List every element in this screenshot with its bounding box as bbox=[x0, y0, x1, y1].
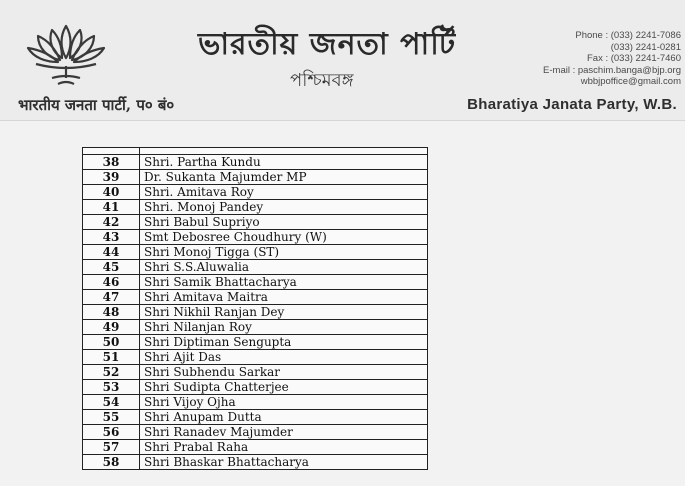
member-name: Shri Samik Bhattacharya bbox=[140, 275, 428, 290]
member-name: Shri Sudipta Chatterjee bbox=[140, 380, 428, 395]
member-name: Shri Monoj Tigga (ST) bbox=[140, 245, 428, 260]
member-list-table bbox=[82, 147, 428, 470]
fax-line: Fax : (033) 2241-7460 bbox=[586, 53, 681, 64]
table-row bbox=[83, 455, 428, 470]
phone-line-1: Phone : (033) 2241-7086 bbox=[575, 30, 681, 41]
table-row bbox=[83, 260, 428, 275]
member-name: Shri Diptiman Sengupta bbox=[140, 335, 428, 350]
party-name-hindi: भारतीय जनता पार्टी, प० बं० bbox=[18, 96, 175, 114]
member-name: Shri. Amitava Roy bbox=[140, 185, 428, 200]
member-number: 44 bbox=[83, 245, 140, 260]
table-row bbox=[83, 365, 428, 380]
member-name: Shri Amitava Maitra bbox=[140, 290, 428, 305]
member-name: Shri Prabal Raha bbox=[140, 440, 428, 455]
phone-line-2: (033) 2241-0281 bbox=[610, 41, 681, 53]
member-number: 50 bbox=[83, 335, 140, 350]
state-name-bengali: পশ্চিমবঙ্গ bbox=[290, 70, 354, 91]
member-number: 58 bbox=[83, 455, 140, 470]
member-name: Dr. Sukanta Majumder MP bbox=[140, 170, 428, 185]
member-name: Shri Anupam Dutta bbox=[140, 410, 428, 425]
member-number: 49 bbox=[83, 320, 140, 335]
table-row bbox=[83, 395, 428, 410]
member-name: Shri Nikhil Ranjan Dey bbox=[140, 305, 428, 320]
member-name: Shri. Monoj Pandey bbox=[140, 200, 428, 215]
table-row bbox=[83, 320, 428, 335]
member-number: 53 bbox=[83, 380, 140, 395]
member-number: 52 bbox=[83, 365, 140, 380]
member-name: Shri Ranadev Majumder bbox=[140, 425, 428, 440]
member-name: Shri S.S.Aluwalia bbox=[140, 260, 428, 275]
member-number: 57 bbox=[83, 440, 140, 455]
email-line-1: E-mail : paschim.banga@bjp.org bbox=[543, 64, 681, 76]
table-top-row bbox=[83, 148, 428, 155]
table-row bbox=[83, 350, 428, 365]
party-name-english: Bharatiya Janata Party, W.B. bbox=[467, 96, 677, 113]
member-rows bbox=[83, 148, 428, 470]
member-number: 47 bbox=[83, 290, 140, 305]
lotus-icon bbox=[22, 18, 110, 90]
table-row bbox=[83, 275, 428, 290]
table-row bbox=[83, 230, 428, 245]
letterhead bbox=[0, 0, 685, 121]
member-name: Shri Bhaskar Bhattacharya bbox=[140, 455, 428, 470]
email-line-2: wbbjpoffice@gmail.com bbox=[580, 76, 681, 87]
member-number: 41 bbox=[83, 200, 140, 215]
table-row bbox=[83, 305, 428, 320]
table-row bbox=[83, 170, 428, 185]
table-row bbox=[83, 425, 428, 440]
table-row bbox=[83, 380, 428, 395]
member-number: 40 bbox=[83, 185, 140, 200]
table-row bbox=[83, 440, 428, 455]
member-number: 54 bbox=[83, 395, 140, 410]
member-number: 39 bbox=[83, 170, 140, 185]
member-number: 51 bbox=[83, 350, 140, 365]
member-name: Shri Nilanjan Roy bbox=[140, 320, 428, 335]
member-number: 38 bbox=[83, 155, 140, 170]
member-number: 55 bbox=[83, 410, 140, 425]
member-name: Shri. Partha Kundu bbox=[140, 155, 428, 170]
member-number: 42 bbox=[83, 215, 140, 230]
table-row bbox=[83, 335, 428, 350]
member-number: 46 bbox=[83, 275, 140, 290]
member-number: 43 bbox=[83, 230, 140, 245]
member-name: Smt Debosree Choudhury (W) bbox=[140, 230, 428, 245]
table-row bbox=[83, 290, 428, 305]
member-number: 56 bbox=[83, 425, 140, 440]
table-row bbox=[83, 155, 428, 170]
member-number: 45 bbox=[83, 260, 140, 275]
table-row bbox=[83, 185, 428, 200]
table-row bbox=[83, 215, 428, 230]
party-name-bengali: ভারতীয় জনতা পার্টি bbox=[198, 27, 457, 62]
table-cell bbox=[140, 148, 428, 155]
table-row bbox=[83, 245, 428, 260]
member-name: Shri Ajit Das bbox=[140, 350, 428, 365]
member-name: Shri Babul Supriyo bbox=[140, 215, 428, 230]
member-number: 48 bbox=[83, 305, 140, 320]
table-row bbox=[83, 410, 428, 425]
member-name: Shri Vijoy Ojha bbox=[140, 395, 428, 410]
table-cell bbox=[83, 148, 140, 155]
table-row bbox=[83, 200, 428, 215]
contact-block bbox=[543, 30, 681, 88]
member-name: Shri Subhendu Sarkar bbox=[140, 365, 428, 380]
